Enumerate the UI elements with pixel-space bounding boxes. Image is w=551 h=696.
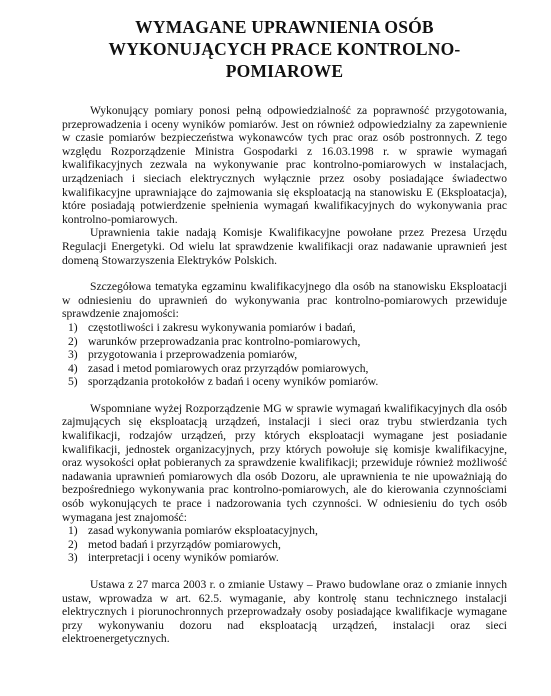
document-title	[42, 16, 527, 82]
supervision-topics-list	[62, 524, 507, 565]
title-line-3: POMIAROWE	[225, 61, 344, 81]
paragraph-responsibility: Wykonujący pomiary ponosi pełną odpowiedzialność za poprawność przygotowania, przeprowadzenia i oceny wyników pomiarów. Jest on również odpowiedzialny za zapewnienie w czasie pomiarów bezpieczeństwa wykonawców tych prac oraz osób postronnych. Z tego względu Rozporządzenie Ministra Gospodarki z 16.03.1998 r. w sprawie wymagań kwalifikacyjnych zezwala na wykonywanie prac kontrolno-pomiarowych w instalacjach, urządzeniach i sieciach elektrycznych wyłącznie przez osoby posiadające świadectwo kwalifikacyjne uprawniające do zajmowania się eksploatacją na stanowisku E (Eksploatacja), które posiadają potwierdzenie spełnienia wymagań kwalifikacyjnych do wykonywania prac kontrolno-pomiarowych.	[62, 104, 507, 226]
title-line-2: WYKONUJĄCYCH PRACE KONTROLNO-	[108, 39, 461, 59]
list-item: 3) przygotowania i przeprowadzenia pomiarów,	[68, 348, 298, 362]
list-item: 1) zasad wykonywania pomiarów eksploatacyjnych,	[68, 524, 318, 538]
list-item: 4) zasad i metod pomiarowych oraz przyrządów pomiarowych,	[68, 361, 369, 375]
exam-topics-list	[62, 321, 507, 389]
list-item: 3) interpretacji i oceny wyników pomiarów.	[68, 551, 279, 565]
paragraph-supervision: Wspomniane wyżej Rozporządzenie MG w sprawie wymagań kwalifikacyjnych dla osób zajmujących się eksploatacją urządzeń, instalacji i sieci oraz trybu stwierdzania tych kwalifikacji, rodzajów urządzeń, przy których eksploatacji wymagane jest posiadanie kwalifikacji, jednostek organizacyjnych, przy których powołuje się komisje kwalifikacyjne, oraz wysokości opłat pobieranych za sprawdzenie kwalifikacji; przewiduje również możliwość nadawania uprawnień pomiarowych dla osób Dozoru, ale uprawnienia te nie upoważniają do bezpośredniego wykonywania prac kontrolno-pomiarowych, ale do kierowania czynnościami osób wykonujących te prace i nadzorowania tych czynności. W odniesieniu do tych osób wymagana jest znajomość:	[62, 401, 507, 524]
paragraph-exam-scope: Szczegółowa tematyka egzaminu kwalifikacyjnego dla osób na stanowisku Eksploatacji w odniesieniu do uprawnień do wykonywania prac kontrolno-pomiarowych przewiduje sprawdzenie znajomości:	[62, 280, 507, 321]
title-line-1: WYMAGANE UPRAWNIENIA OSÓB	[135, 17, 434, 37]
list-item: 5) sporządzania protokołów z badań i oceny wyników pomiarów.	[68, 375, 379, 389]
paragraph-commissions: Uprawnienia takie nadają Komisje Kwalifikacyjne powołane przez Prezesa Urzędu Regulacji Energetyki. Od wielu lat sprawdzenie kwalifikacji oraz nadawanie uprawnień jest domeną Stowarzyszenia Elektryków Polskich.	[62, 226, 507, 267]
list-item: 2) warunków przeprowadzania prac kontrolno-pomiarowych,	[68, 334, 361, 348]
paragraph-building-law: Ustawa z 27 marca 2003 r. o zmianie Ustawy – Prawo budowlane oraz o zmianie innych ustaw, wprowadza w art. 62.5. wymaganie, aby kontrolę stanu technicznego instalacji elektrycznych i piorunochronnych przeprowadzały osoby posiadające kwalifikacje wymagane przy wykonywaniu dozoru nad eksploatacją urządzeń, instalacji oraz sieci elektroenergetycznych.	[62, 578, 507, 646]
list-item: 1) częstotliwości i zakresu wykonywania pomiarów i badań,	[68, 320, 356, 334]
list-item: 2) metod badań i przyrządów pomiarowych,	[68, 537, 281, 551]
